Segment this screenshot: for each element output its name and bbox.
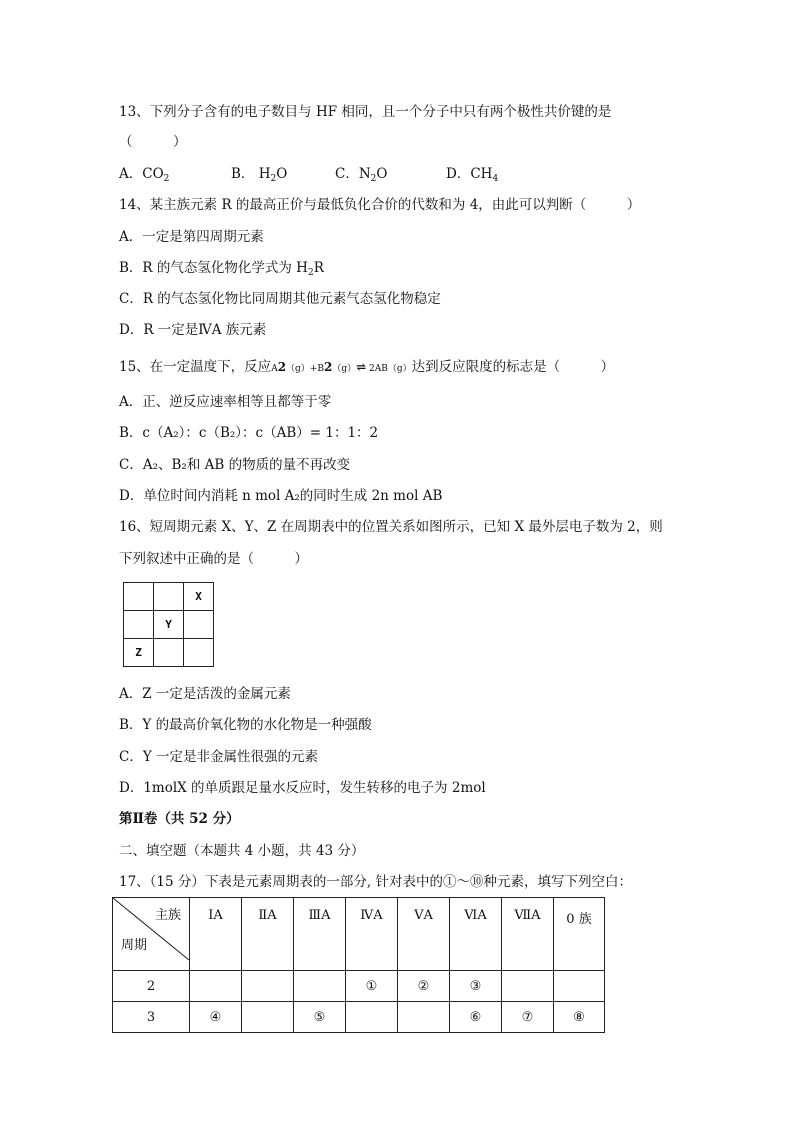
q16-option-c: C．Y 一定是非金属性很强的元素: [119, 749, 319, 765]
q15-option-c: C．A₂、B₂和 AB 的物质的量不再改变: [119, 457, 351, 473]
element-cell: [242, 971, 294, 1002]
group-header: ⅦA: [502, 898, 554, 971]
element-cell: ②: [398, 971, 450, 1002]
q13-stem: 13、下列分子含有的电子数目与 HF 相同，且一个分子中只有两个极性共价键的是: [119, 104, 612, 120]
q16-option-b: B．Y 的最高价氧化物的水化物是一种强酸: [119, 717, 372, 733]
q16-stem-line2: 下列叙述中正确的是（ ）: [119, 551, 308, 567]
q13-option-a: A．$CO_2$: [119, 166, 170, 184]
corner-label-group: 主族: [154, 908, 181, 923]
q16-stem-line1: 16、短周期元素 X、Y、Z 在周期表中的位置关系如图所示，已知 X 最外层电子数为 2，则: [119, 519, 663, 535]
period-cell: 3: [113, 1002, 190, 1033]
table-row: [113, 971, 605, 1002]
group-header: ⅥA: [450, 898, 502, 971]
q13-paren: （ ）: [119, 134, 187, 150]
q14-option-d: D．R 一定是ⅣA 族元素: [119, 322, 267, 338]
element-cell: [190, 971, 242, 1002]
periodic-table-excerpt: [112, 897, 605, 1033]
q16-position-grid: [123, 582, 214, 667]
q14-option-a: A．一定是第四周期元素: [119, 229, 264, 245]
element-cell: ⑦: [502, 1002, 554, 1033]
q16-option-a: A．Z 一定是活泼的金属元素: [119, 686, 291, 702]
element-cell: [554, 971, 605, 1002]
q15-option-b: B．c（A₂）：c（B₂）：c（AB）= 1：1：2: [119, 425, 379, 441]
section-title: 第Ⅱ卷（共 52 分）: [119, 811, 240, 827]
element-cell: ⑧: [554, 1002, 605, 1033]
period-cell: 2: [113, 971, 190, 1002]
group-header: 0 族: [554, 898, 605, 971]
table-corner-cell: [113, 898, 190, 971]
grid-cell-z: Z: [124, 639, 154, 667]
q14-stem: 14、某主族元素 R 的最高正价与最低负化合价的代数和为 4，由此可以判断（ ）: [119, 197, 641, 213]
q13-option-b: B． $H_2O$: [231, 166, 288, 184]
element-cell: [242, 1002, 294, 1033]
q16-option-d: D．1molX 的单质跟足量水反应时，发生转移的电子为 2mol: [119, 780, 486, 796]
q13-option-c: C．$N_2O$: [335, 166, 388, 184]
group-header: ⅠA: [190, 898, 242, 971]
section-subtitle: 二、填空题（本题共 4 小题，共 43 分）: [119, 843, 365, 859]
element-cell: [398, 1002, 450, 1033]
group-header: ⅣA: [346, 898, 398, 971]
group-header: ⅢA: [294, 898, 346, 971]
q14-option-c: C．R 的气态氢化物比同周期其他元素气态氢化物稳定: [119, 291, 441, 307]
element-cell: [346, 1002, 398, 1033]
grid-cell-y: Y: [154, 611, 184, 639]
element-cell: ⑤: [294, 1002, 346, 1033]
q15-option-a: A．正、逆反应速率相等且都等于零: [119, 394, 332, 410]
group-header: ⅤA: [398, 898, 450, 971]
q13-option-d: D．$CH_4$: [446, 166, 499, 184]
element-cell: [294, 971, 346, 1002]
q15-equation: A2（g）+B2（g）⇌ 2AB（g）: [271, 360, 412, 374]
grid-cell-x: X: [184, 583, 214, 611]
element-cell: ①: [346, 971, 398, 1002]
q15-option-d: D．单位时间内消耗 n mol A₂的同时生成 2n mol AB: [119, 488, 443, 504]
group-header: ⅡA: [242, 898, 294, 971]
q15-stem: 15、在一定温度下，反应A2（g）+B2（g）⇌ 2AB（g）达到反应限度的标志是（ ）: [119, 359, 615, 375]
q17-stem: 17、（15 分）下表是元素周期表的一部分, 针对表中的①～⑩种元素，填写下列空白：: [119, 874, 632, 890]
element-cell: ⑥: [450, 1002, 502, 1033]
corner-label-period: 周期: [121, 938, 148, 953]
element-cell: ④: [190, 1002, 242, 1033]
element-cell: ③: [450, 971, 502, 1002]
q14-option-b: B．R 的气态氢化物化学式为 $H_2R$: [119, 260, 324, 278]
element-cell: [502, 971, 554, 1002]
table-row: [113, 1002, 605, 1033]
